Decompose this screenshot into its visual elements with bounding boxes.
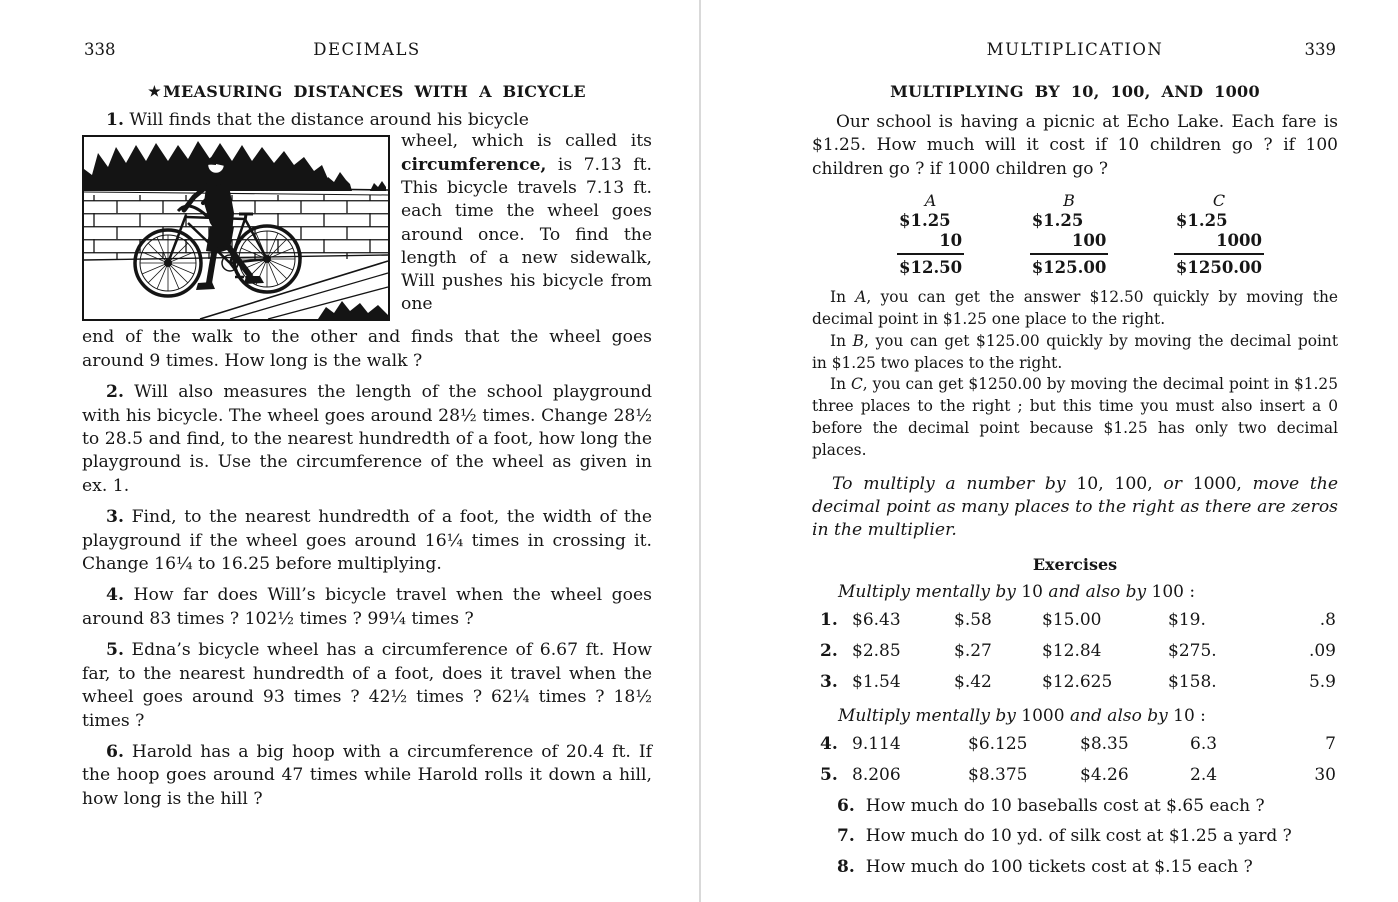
exercise-instruction-1: Multiply mentally by 10 and also by 100 :: [838, 581, 1196, 602]
multiplicand: $1.25: [1175, 211, 1228, 231]
problem-number: 8.: [837, 856, 855, 877]
work-column-b: [1030, 192, 1109, 278]
intro-paragraph: Our school is having a picnic at Echo Lake. Each fare is $1.25. How much will it cost if 10 children go ? if 100 children go ? if 1000 children go ?: [812, 112, 1338, 179]
cell: 8.206: [852, 764, 901, 785]
problem-5: 5. Edna’s bicycle wheel has a circumference of 6.67 ft. How far, to the nearest hundredth of a foot, does it travel when the wheel goes around 93 times ? 42½ times ? 62¼ times ? 18½ times ?: [82, 640, 652, 731]
page-gutter-divider: [699, 0, 701, 902]
cell: $8.375: [968, 764, 1028, 785]
multiplier: 100: [1030, 231, 1109, 255]
cell: $1.54: [852, 671, 901, 692]
cell: $8.35: [1080, 733, 1129, 754]
problem-number: 6.: [837, 795, 855, 816]
exercise-row-2: [820, 636, 1338, 667]
section-title-measuring: [82, 82, 652, 101]
explanation-c: In C, you can get $1250.00 by moving the decimal point in $1.25 three places to the right ; but this time you must also insert a 0 before the decimal point because $1.25 has only two decimal places.: [812, 375, 1339, 459]
cell: $.42: [954, 671, 992, 692]
explanation-a: In A, you can get the answer $12.50 quickly by moving the decimal point in $1.25 one place to the right.: [812, 288, 1338, 329]
multiplicand: $1.25: [899, 211, 951, 231]
exercise-instruction-2: Multiply mentally by 1000 and also by 10 :: [838, 705, 1206, 726]
cell: 9.114: [852, 733, 901, 754]
exercises-heading: Exercises: [1032, 554, 1118, 574]
cell: 2.4: [1190, 764, 1218, 785]
section-title-multiplying: MULTIPLYING BY 10, 100, AND 1000: [890, 82, 1260, 101]
problem-4: 4. How far does Will’s bicycle travel when the wheel goes around 83 times ? 102½ times ? 99¼ times ?: [82, 585, 652, 629]
cell: $12.625: [1042, 671, 1113, 692]
section-title-text: MEASURING DISTANCES WITH A BICYCLE: [163, 82, 586, 101]
problem-1-continuation: end of the walk to the other and finds that the wheel goes around 9 times. How long is the walk ?: [82, 327, 652, 371]
row-number: 3.: [820, 671, 838, 692]
column-letter: B: [1063, 191, 1075, 211]
multiplicand: $1.25: [1031, 211, 1084, 231]
bicycle-illustration: [82, 135, 390, 321]
cell: .8: [1319, 609, 1336, 630]
problem-1-image-row: [82, 131, 652, 321]
explanation-b: In B, you can get $125.00 quickly by moving the decimal point in $1.25 two places to the right.: [812, 331, 1338, 372]
row-number: 4.: [820, 733, 838, 754]
row-number: 5.: [820, 764, 838, 785]
problem-text: How much do 10 yd. of silk cost at $1.25 a yard ?: [865, 826, 1292, 847]
left-page: [82, 0, 652, 811]
cell: $.27: [954, 640, 992, 661]
star-icon: ★: [148, 84, 162, 100]
product: $125.00: [1031, 258, 1107, 278]
rule-paragraph: To multiply a number by 10, 100, or 1000, move the decimal point as many places to the right as there are zeros in the multiplier.: [812, 473, 1339, 541]
cell: 30: [1314, 764, 1336, 785]
problem-number: 7.: [837, 826, 855, 847]
product: $1250.00: [1175, 258, 1262, 278]
word-problem-7: [812, 821, 1338, 852]
word-problem-6: [812, 791, 1338, 822]
work-column-c: [1174, 192, 1264, 278]
problem-1-side-text: wheel, which is called its circumference, is 7.13 ft. This bicycle travels 7.13 ft. each time the wheel goes around once. To find the length of a new sidewalk, Will pushes his bicycle from one: [401, 131, 652, 315]
page-number-right: 339: [1304, 40, 1336, 59]
multiplier: 10: [897, 231, 964, 255]
cell: $19.: [1168, 609, 1206, 630]
right-page: [812, 0, 1338, 882]
column-letter: A: [924, 191, 937, 211]
column-letter: C: [1212, 191, 1226, 211]
product: $12.50: [899, 258, 963, 278]
problem-3: 3. Find, to the nearest hundredth of a foot, the width of the playground if the wheel goes around 16¼ times in crossing it. Change 16¼ to 16.25 before multiplying.: [82, 507, 652, 575]
problem-6: 6. Harold has a big hoop with a circumference of 20.4 ft. If the hoop goes around 47 times while Harold rolls it down a hill, how long is the hill ?: [82, 741, 652, 809]
running-head-multiplication: MULTIPLICATION: [986, 40, 1164, 59]
row-number: 1.: [820, 609, 838, 630]
problem-text: How much do 10 baseballs cost at $.65 each ?: [865, 795, 1265, 816]
cell: $15.00: [1042, 609, 1102, 630]
cell: $6.43: [852, 609, 901, 630]
exercise-row-1: [820, 605, 1338, 636]
cell: 6.3: [1190, 733, 1218, 754]
exercise-set-1: [812, 605, 1338, 698]
cell: 5.9: [1308, 671, 1336, 692]
exercise-row-4: [820, 729, 1338, 760]
running-head-decimals: DECIMALS: [313, 40, 421, 59]
cell: .09: [1308, 640, 1336, 661]
cell: $4.26: [1080, 764, 1129, 785]
exercise-set-2: [812, 729, 1338, 791]
multiplication-work-table: [897, 192, 1264, 278]
problem-1-first-line: 1. Will finds that the distance around his bicycle: [106, 110, 529, 130]
exercise-row-3: [820, 667, 1338, 698]
word-problem-8: [812, 852, 1338, 883]
row-number: 2.: [820, 640, 838, 661]
cell: 7: [1325, 733, 1336, 754]
cell: $275.: [1168, 640, 1217, 661]
cell: $6.125: [968, 733, 1028, 754]
work-column-a: [897, 192, 964, 278]
right-page-header: [812, 40, 1338, 60]
problem-2: 2. Will also measures the length of the school playground with his bicycle. The wheel goes around 28½ times. Change 28½ to 28.5 and find, to the nearest hundredth of a foot, how long the playground is. Use the circumference of the wheel as given in ex. 1.: [82, 382, 652, 496]
page-number-left: 338: [84, 40, 116, 59]
exercise-row-5: [820, 760, 1338, 791]
left-page-header: [82, 40, 652, 60]
cell: $.58: [954, 609, 992, 630]
cell: $158.: [1168, 671, 1217, 692]
problem-text: How much do 100 tickets cost at $.15 each ?: [865, 856, 1253, 877]
multiplier: 1000: [1174, 231, 1264, 255]
cell: $2.85: [852, 640, 901, 661]
cell: $12.84: [1042, 640, 1102, 661]
